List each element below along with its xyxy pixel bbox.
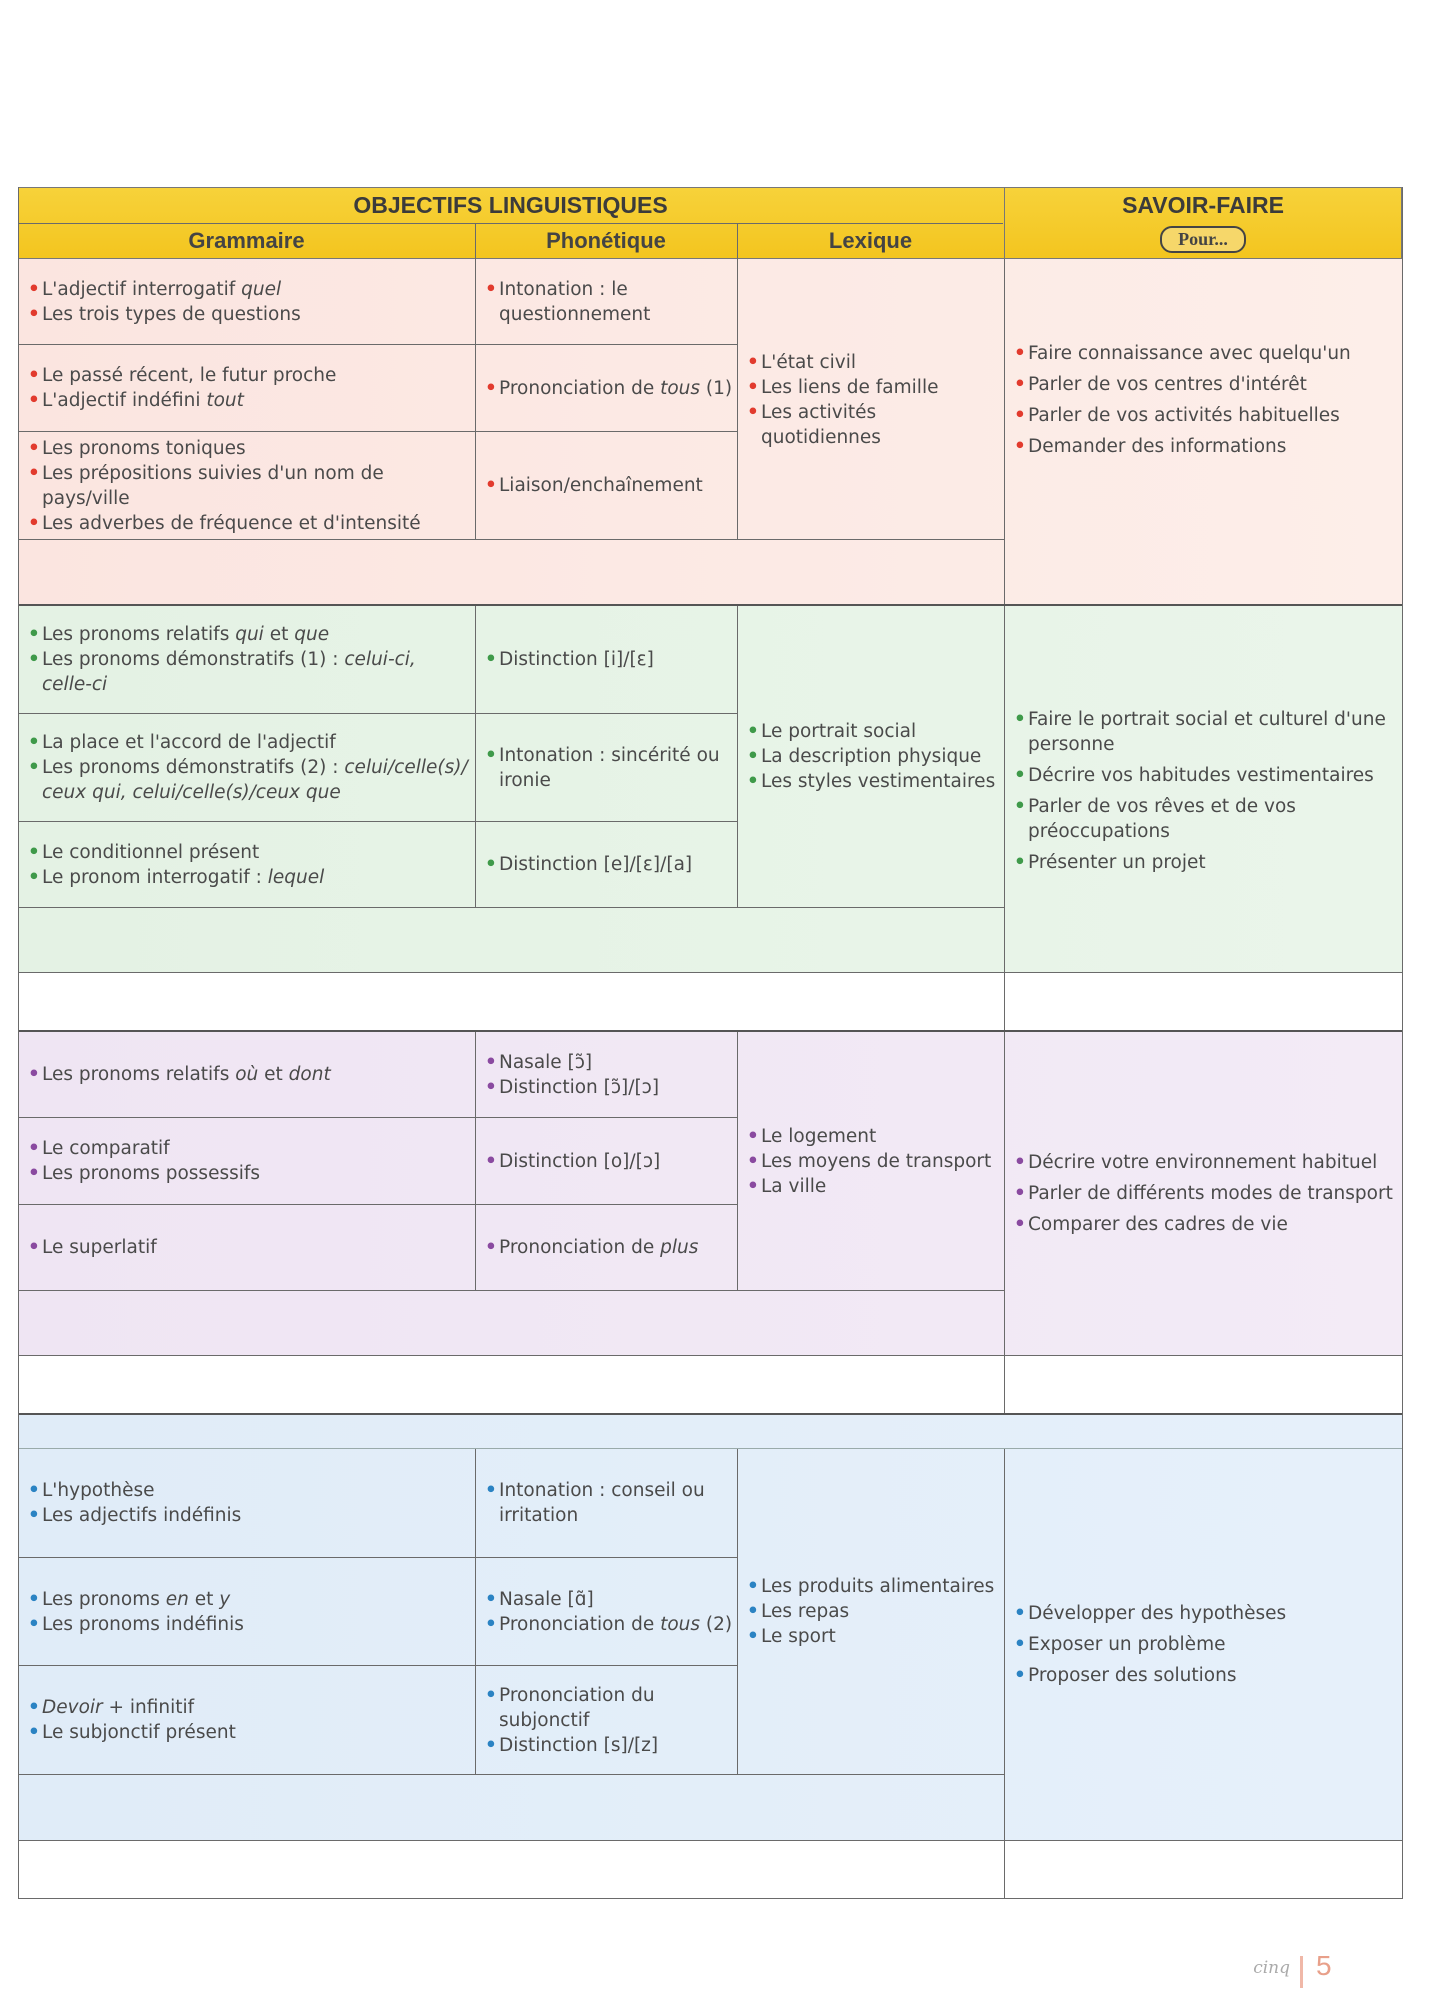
list-item: • L'état civil — [747, 350, 1000, 375]
s4-r3-phonetique — [475, 1666, 737, 1774]
list-item: • Les pronoms démonstratifs (1) : celui-ci, celle-ci — [28, 647, 471, 697]
s1-r2-phonetique — [475, 345, 737, 431]
list-item: • Nasale [ɔ̃] — [485, 1050, 733, 1075]
list-item: • Le passé récent, le futur proche — [28, 363, 471, 388]
s2-r3-phonetique — [475, 822, 737, 907]
list-item: • Distinction [e]/[ε]/[a] — [485, 852, 733, 877]
grammaire-header: Grammaire — [188, 228, 305, 253]
list-item: • Liaison/enchaînement — [485, 473, 733, 498]
list-item: • Les pronoms toniques — [28, 436, 471, 461]
list-item: • La ville — [747, 1174, 1000, 1199]
s2-r2-grammaire — [18, 714, 475, 821]
list-item: • Le comparatif — [28, 1136, 471, 1161]
list-item: • Faire connaissance avec quelqu'un — [1014, 341, 1398, 366]
list-item: • L'adjectif interrogatif quel — [28, 277, 471, 302]
list-item: • Le superlatif — [28, 1235, 471, 1260]
list-item: • Distinction [o]/[ɔ] — [485, 1149, 733, 1174]
s2-r1-phonetique — [475, 606, 737, 713]
list-item: • Les activités quotidiennes — [747, 400, 1000, 450]
s4-r1-phonetique — [475, 1449, 737, 1557]
s1-r2-grammaire — [18, 345, 475, 431]
list-item: • Distinction [ɔ̃]/[ɔ] — [485, 1075, 733, 1100]
s3-r3-grammaire — [18, 1205, 475, 1290]
objectifs-title: OBJECTIFS LINGUISTIQUES — [353, 191, 668, 218]
s1-r3-phonetique — [475, 432, 737, 539]
s2-r2-phonetique — [475, 714, 737, 821]
s2-r1-grammaire — [18, 606, 475, 713]
list-item: • Les liens de famille — [747, 375, 1000, 400]
list-item: • Parler de vos rêves et de vos préoccupations — [1014, 794, 1398, 844]
phonetique-header: Phonétique — [546, 228, 666, 253]
list-item: • Intonation : le questionnement — [485, 277, 733, 327]
list-item: • Prononciation de tous (2) — [485, 1612, 733, 1637]
s3-r2-phonetique — [475, 1118, 737, 1204]
list-item: • Nasale [ɑ̃] — [485, 1587, 733, 1612]
list-item: • Intonation : sincérité ou ironie — [485, 743, 733, 793]
list-item: • Le portrait social — [747, 719, 1000, 744]
s2-r3-grammaire — [18, 822, 475, 907]
list-item: • Demander des informations — [1014, 434, 1398, 459]
list-item: • Les pronoms relatifs où et dont — [28, 1062, 471, 1087]
list-item: • Le sport — [747, 1624, 1000, 1649]
s1-lexique — [737, 260, 1004, 539]
list-item: • Les pronoms démonstratifs (2) : celui/celle(s)/ ceux qui, celui/celle(s)/ceux que — [28, 755, 471, 805]
list-item: • Les pronoms relatifs qui et que — [28, 622, 471, 647]
pour-badge: Pour... — [1160, 226, 1246, 253]
page-divider — [1300, 1956, 1303, 1988]
list-item: • Les adverbes de fréquence et d'intensité — [28, 511, 471, 536]
list-item: • Les prépositions suivies d'un nom de pays/ville — [28, 461, 471, 511]
s1-r3-grammaire — [18, 432, 475, 539]
list-item: • Le conditionnel présent — [28, 840, 471, 865]
list-item: • Les pronoms en et y — [28, 1587, 471, 1612]
list-item: • Prononciation de plus — [485, 1235, 733, 1260]
list-item: • Le pronom interrogatif : lequel — [28, 865, 471, 890]
list-item: • La description physique — [747, 744, 1000, 769]
list-item: • Devoir + infinitif — [28, 1695, 471, 1720]
s4-r2-phonetique — [475, 1558, 737, 1665]
list-item: • Parler de différents modes de transport — [1014, 1181, 1398, 1206]
s4-lexique — [737, 1449, 1004, 1774]
s3-r1-phonetique — [475, 1032, 737, 1117]
s4-r2-grammaire — [18, 1558, 475, 1665]
s3-r3-phonetique — [475, 1205, 737, 1290]
list-item: • Décrire votre environnement habituel — [1014, 1150, 1398, 1175]
list-item: • La place et l'accord de l'adjectif — [28, 730, 471, 755]
s4-r3-grammaire — [18, 1666, 475, 1774]
s3-lexique — [737, 1032, 1004, 1290]
s3-r2-grammaire — [18, 1118, 475, 1204]
list-item: • Faire le portrait social et culturel d'une personne — [1014, 707, 1398, 757]
list-item: • Les repas — [747, 1599, 1000, 1624]
list-item: • Distinction [s]/[z] — [485, 1733, 733, 1758]
list-item: • Le subjonctif présent — [28, 1720, 471, 1745]
list-item: • L'hypothèse — [28, 1478, 471, 1503]
s1-r1-phonetique — [475, 260, 737, 344]
s2-lexique — [737, 606, 1004, 907]
list-item: • Les produits alimentaires — [747, 1574, 1000, 1599]
list-item: • Les adjectifs indéfinis — [28, 1503, 471, 1528]
list-item: • Les pronoms possessifs — [28, 1161, 471, 1186]
list-item: • Les moyens de transport — [747, 1149, 1000, 1174]
page-number: 5 — [1316, 1950, 1332, 1981]
list-item: • Proposer des solutions — [1014, 1663, 1398, 1688]
page-word: cinq — [1253, 1958, 1290, 1978]
list-item: • Parler de vos centres d'intérêt — [1014, 372, 1398, 397]
lexique-header: Lexique — [828, 228, 913, 253]
list-item: • L'adjectif indéfini tout — [28, 388, 471, 413]
s1-r1-grammaire — [18, 260, 475, 344]
s1-savoir-faire — [1004, 260, 1402, 539]
list-item: • Les styles vestimentaires — [747, 769, 1000, 794]
s3-savoir-faire — [1004, 1032, 1402, 1355]
list-item: • Présenter un projet — [1014, 850, 1398, 875]
s3-r1-grammaire — [18, 1032, 475, 1117]
savoir-faire-title: SAVOIR-FAIRE — [1122, 191, 1284, 218]
list-item: • Parler de vos activités habituelles — [1014, 403, 1398, 428]
s4-r1-grammaire — [18, 1449, 475, 1557]
list-item: • Les pronoms indéfinis — [28, 1612, 471, 1637]
list-item: • Exposer un problème — [1014, 1632, 1398, 1657]
list-item: • Le logement — [747, 1124, 1000, 1149]
list-item: • Prononciation de tous (1) — [485, 376, 733, 401]
list-item: • Développer des hypothèses — [1014, 1601, 1398, 1626]
list-item: • Comparer des cadres de vie — [1014, 1212, 1398, 1237]
pour-badge-wrap — [1004, 222, 1402, 256]
list-item: • Distinction [i]/[ε] — [485, 647, 733, 672]
s4-savoir-faire — [1004, 1449, 1402, 1840]
list-item: • Les trois types de questions — [28, 302, 471, 327]
list-item: • Prononciation du subjonctif — [485, 1683, 733, 1733]
s2-savoir-faire — [1004, 606, 1402, 976]
list-item: • Décrire vos habitudes vestimentaires — [1014, 763, 1398, 788]
list-item: • Intonation : conseil ou irritation — [485, 1478, 733, 1528]
